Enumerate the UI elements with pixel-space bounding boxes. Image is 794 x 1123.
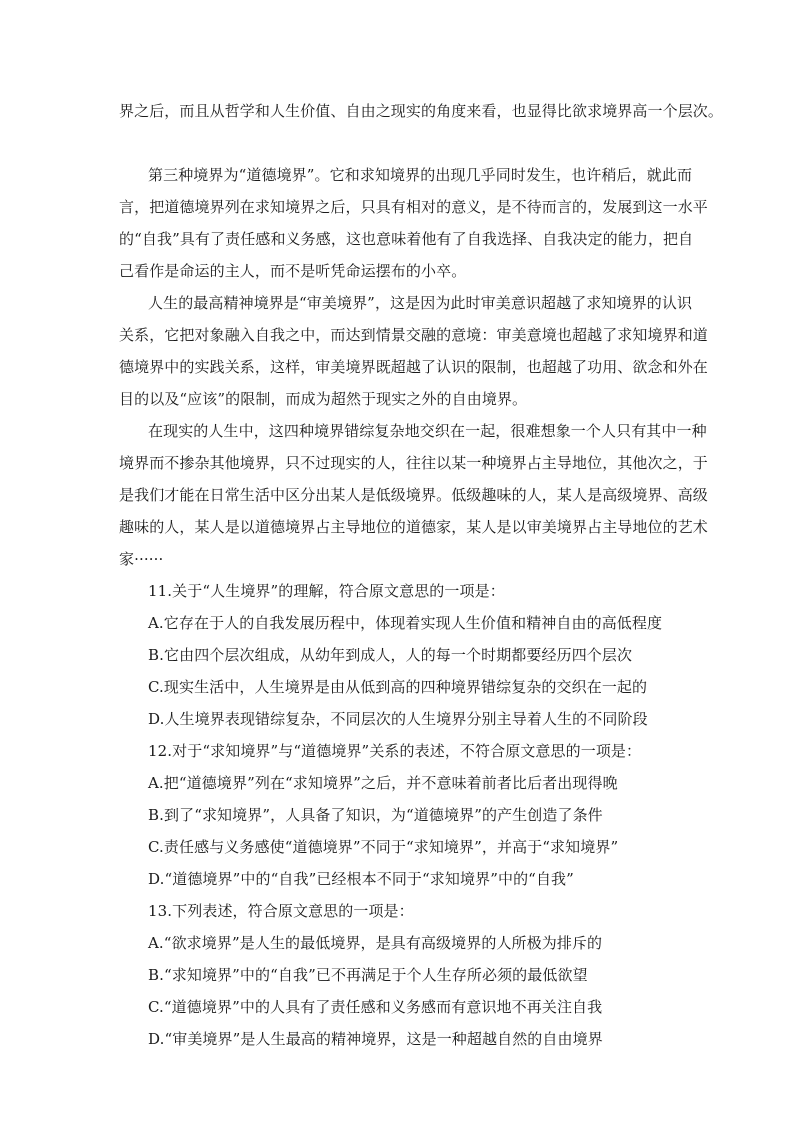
question-option: C.责任感与义务感使“道德境界”不同于“求知境界”，并高于“求知境界” (148, 838, 619, 856)
paragraph-line: 德境界中的实践关系，这样，审美境界既超越了认识的限制，也超越了功用、欲念和外在 (119, 358, 708, 376)
paragraph-line: 家······ (119, 550, 164, 568)
paragraph-line: 人生的最高精神境界是“审美境界”，这是因为此时审美意识超越了求知境界的认识 (148, 294, 693, 312)
question-option: D.“道德境界”中的“自我”已经根本不同于“求知境界”中的“自我” (148, 870, 574, 888)
question-option: D.人生境界表现错综复杂，不同层次的人生境界分别主导着人生的不同阶段 (148, 710, 648, 728)
question-stem: 13.下列表述，符合原文意思的一项是： (148, 902, 414, 920)
paragraph-line: 关系，它把对象融入自我之中，而达到情景交融的意境：审美意境也超越了求知境界和道 (119, 326, 708, 344)
question-option: B.到了“求知境界”，人具备了知识，为“道德境界”的产生创造了条件 (148, 806, 603, 824)
paragraph-line: 在现实的人生中，这四种境界错综复杂地交织在一起，很难想象一个人只有其中一种 (148, 422, 707, 440)
paragraph-line: 言，把道德境界列在求知境界之后，只具有相对的意义，是不待而言的，发展到这一水平 (119, 198, 708, 216)
question-option: B.它由四个层次组成，从幼年到成人，人的每一个时期都要经历四个层次 (148, 646, 633, 664)
question-option: C.“道德境界”中的人具有了责任感和义务感而有意识地不再关注自我 (148, 998, 603, 1016)
question-option: D.“审美境界”是人生最高的精神境界，这是一种超越自然的自由境界 (148, 1030, 603, 1048)
paragraph-line: 的“自我”具有了责任感和义务感，这也意味着他有了自我选择、自我决定的能力，把自 (119, 230, 694, 248)
paragraph-continuation: 界之后，而且从哲学和人生价值、自由之现实的角度来看，也显得比欲求境界高一个层次。 (119, 102, 724, 120)
question-stem: 12.对于“求知境界”与“道德境界”关系的表述，不符合原文意思的一项是： (148, 742, 642, 760)
paragraph-line: 己看作是命运的主人，而不是听凭命运摆布的小卒。 (119, 262, 467, 280)
paragraph-line: 是我们才能在日常生活中区分出某人是低级境界。低级趣味的人，某人是高级境界、高级 (119, 486, 708, 504)
question-option: A.把“道德境界”列在“求知境界”之后，并不意味着前者比后者出现得晚 (148, 774, 618, 792)
paragraph-line: 趣味的人，某人是以道德境界占主导地位的道德家，某人是以审美境界占主导地位的艺术 (119, 518, 708, 536)
question-option: A.“欲求境界”是人生的最低境界，是具有高级境界的人所极为排斥的 (148, 934, 603, 952)
paragraph-line: 境界而不掺杂其他境界，只不过现实的人，往往以某一种境界占主导地位，其他次之，于 (119, 454, 708, 472)
question-stem: 11.关于“人生境界”的理解，符合原文意思的一项是： (148, 582, 505, 600)
paragraph-line: 目的以及“应该”的限制，而成为超然于现实之外的自由境界。 (119, 390, 528, 408)
paragraph-line: 第三种境界为“道德境界”。它和求知境界的出现几乎同时发生，也许稍后，就此而 (148, 166, 693, 184)
question-option: A.它存在于人的自我发展历程中，体现着实现人生价值和精神自由的高低程度 (148, 614, 663, 632)
question-option: B.“求知境界”中的“自我”已不再满足于个人生存所必须的最低欲望 (148, 966, 588, 984)
question-option: C.现实生活中，人生境界是由从低到高的四种境界错综复杂的交织在一起的 (148, 678, 648, 696)
